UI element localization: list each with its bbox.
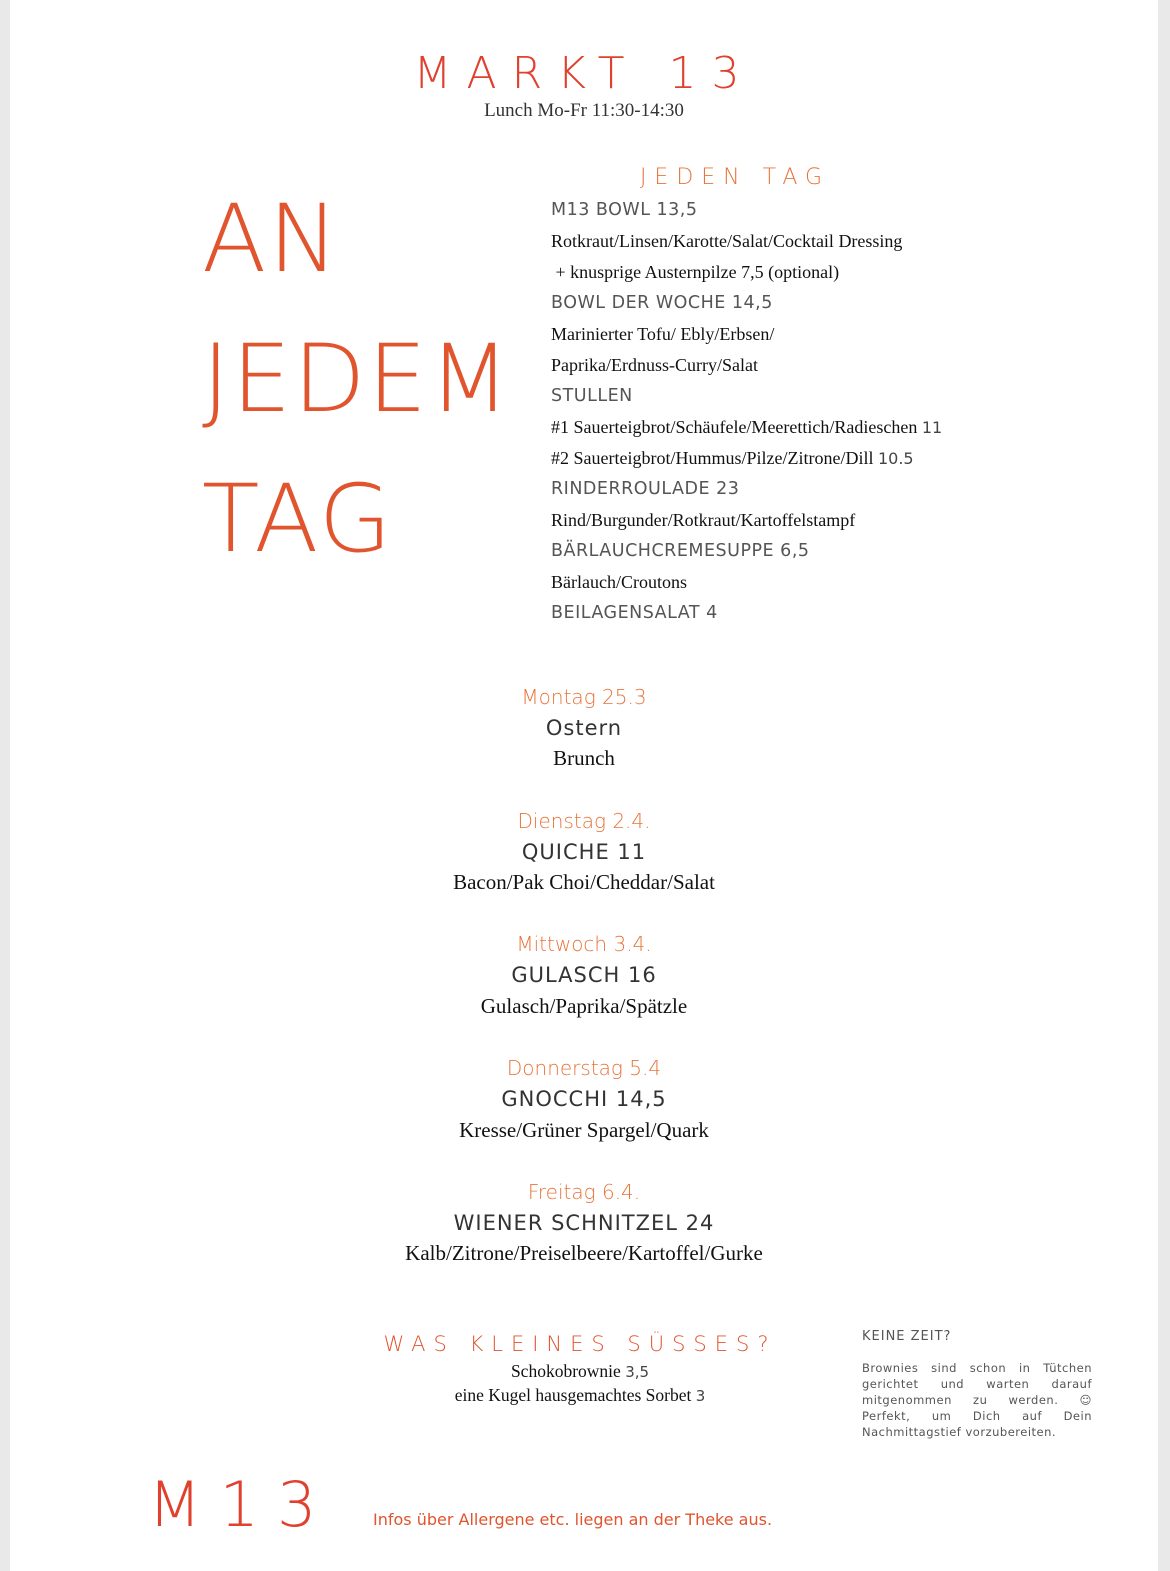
menu-item-desc: + knusprige Austernpilze 7,5 (optional) bbox=[551, 262, 840, 282]
menu-page bbox=[10, 0, 1158, 1571]
menu-item-title: M13 BOWL 13,5 bbox=[551, 200, 698, 220]
menu-item-title: BOWL DER WOCHE 14,5 bbox=[551, 293, 773, 313]
day-dish-desc: Bacon/Pak Choi/Cheddar/Salat bbox=[453, 870, 715, 894]
menu-item-desc: Rind/Burgunder/Rotkraut/Kartoffelstampf bbox=[551, 510, 856, 530]
day-dish-desc: Brunch bbox=[553, 746, 615, 770]
day-dish: GNOCCHI 14,5 bbox=[501, 1087, 667, 1111]
menu-item-desc-text: #1 Sauerteigbrot/Schäufele/Meerettich/Radieschen bbox=[551, 417, 918, 437]
menu-item-price: 11 bbox=[921, 418, 943, 437]
day-dish: QUICHE 11 bbox=[521, 840, 647, 864]
day-heading: Montag 25.3 bbox=[521, 685, 647, 709]
footer-logo: M13 bbox=[148, 1468, 335, 1541]
day-heading: Mittwoch 3.4. bbox=[516, 932, 652, 956]
sweet-item-text: Schokobrownie bbox=[510, 1361, 621, 1381]
menu-item-title: BEILAGENSALAT 4 bbox=[551, 603, 718, 623]
menu-item-desc: Marinierter Tofu/ Ebly/Erbsen/ bbox=[551, 324, 775, 344]
menu-item-title: STULLEN bbox=[551, 386, 633, 406]
menu-item-price: 10.5 bbox=[877, 449, 914, 468]
every-day-title: JEDEN TAG bbox=[639, 165, 831, 190]
day-heading: Dienstag 2.4. bbox=[517, 809, 651, 833]
menu-item-title: BÄRLAUCHCREMESUPPE 6,5 bbox=[551, 541, 810, 561]
menu-item-desc-text: #2 Sauerteigbrot/Hummus/Pilze/Zitrone/Dill bbox=[551, 448, 874, 468]
sweet-item bbox=[370, 1361, 790, 1382]
sweet-item-price: 3,5 bbox=[625, 1363, 650, 1381]
day-heading: Donnerstag 5.4 bbox=[506, 1056, 662, 1080]
brand-title: MARKT 13 bbox=[413, 48, 755, 99]
opening-hours: Lunch Mo-Fr 11:30-14:30 bbox=[484, 100, 684, 121]
no-time-title: KEINE ZEIT? bbox=[862, 1329, 952, 1344]
sweets-title: WAS KLEINES SÜSSES? bbox=[383, 1332, 777, 1356]
no-time-text: Brownies sind schon in Tütchen gerichtet und warten darauf mitgenommen zu werden. ☺ Perfekt, um Dich auf Dein Nachmittagstief vorzubereiten. bbox=[862, 1361, 1092, 1439]
day-dish-desc: Kresse/Grüner Spargel/Quark bbox=[459, 1118, 709, 1142]
sweet-item-price: 3 bbox=[695, 1387, 706, 1405]
day-dish: WIENER SCHNITZEL 24 bbox=[453, 1211, 715, 1235]
menu-item-desc: Paprika/Erdnuss-Curry/Salat bbox=[551, 355, 758, 375]
day-dish: GULASCH 16 bbox=[511, 963, 657, 987]
menu-item-desc bbox=[551, 417, 942, 438]
day-dish: Ostern bbox=[545, 716, 623, 740]
menu-item-desc: Bärlauch/Croutons bbox=[551, 572, 687, 592]
big-heading-line-2: JEDEM bbox=[202, 325, 512, 434]
sweet-item bbox=[370, 1385, 790, 1406]
menu-item-desc: Rotkraut/Linsen/Karotte/Salat/Cocktail Dressing bbox=[551, 231, 903, 251]
big-heading-line-3: TAG bbox=[202, 465, 394, 574]
day-dish-desc: Gulasch/Paprika/Spätzle bbox=[480, 994, 688, 1018]
big-heading-line-1: AN bbox=[202, 185, 341, 294]
sweet-item-text: eine Kugel hausgemachtes Sorbet bbox=[454, 1385, 692, 1405]
day-heading: Freitag 6.4. bbox=[527, 1180, 641, 1204]
menu-item-title: RINDERROULADE 23 bbox=[551, 479, 740, 499]
allergen-note: Infos über Allergene etc. liegen an der Theke aus. bbox=[373, 1510, 773, 1529]
menu-item-desc bbox=[551, 448, 914, 469]
day-dish-desc: Kalb/Zitrone/Preiselbeere/Kartoffel/Gurke bbox=[405, 1241, 763, 1265]
